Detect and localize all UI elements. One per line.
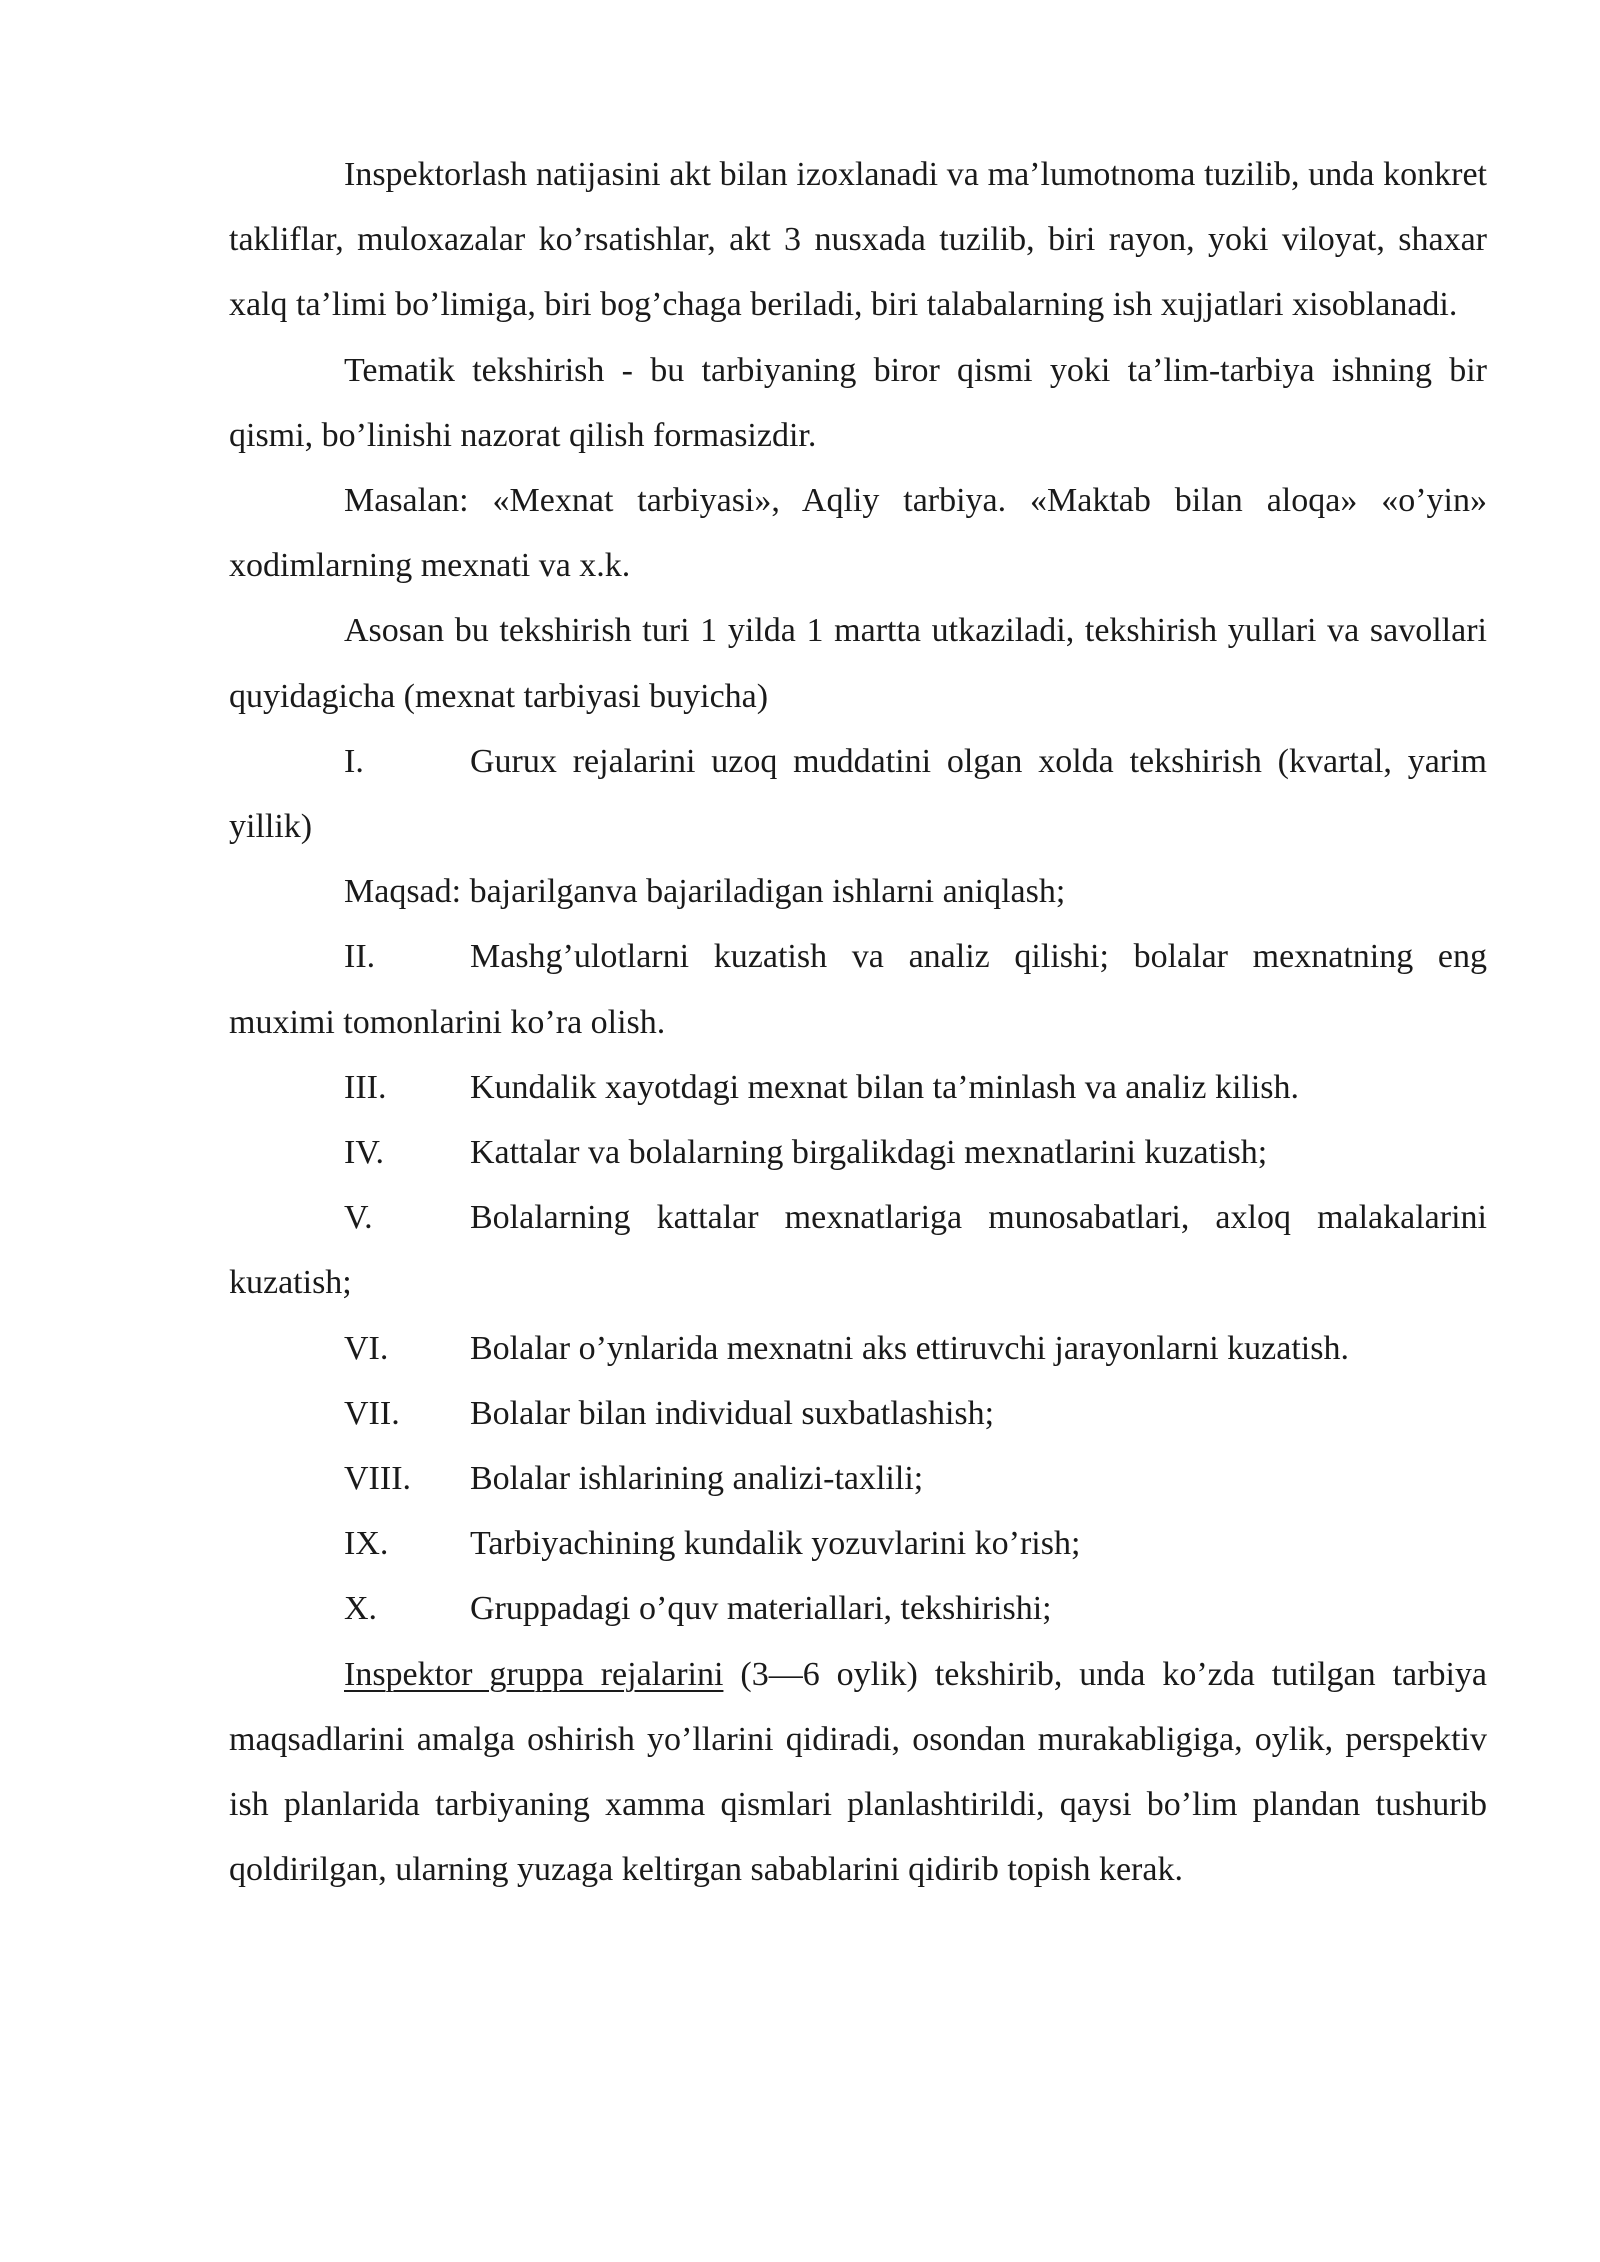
list-number: V. <box>344 1199 373 1237</box>
underlined-phrase: Inspektor gruppa rejalarini <box>344 1655 724 1693</box>
list-number: VIII. <box>344 1460 412 1498</box>
list-number: I. <box>344 742 364 780</box>
paragraph-goal: Maqsad: bajarilganva bajariladigan ishlarni aniqlash; <box>344 873 1066 911</box>
list-number: IV. <box>344 1134 384 1172</box>
list-number: IX. <box>344 1525 389 1563</box>
list-item-4 <box>229 1120 1487 1185</box>
list-number: X. <box>344 1590 378 1628</box>
list-text: Mashg’ulotlarni kuzatish va analiz qilishi; bolalar mexnatning eng muximi tomonlarini ko’ra olish. <box>229 938 1487 1041</box>
document-body <box>229 142 1487 1902</box>
list-item-10 <box>229 1576 1487 1641</box>
list-text: Bolalar ishlarining analizi-taxlili; <box>470 1460 924 1498</box>
paragraph-text: (3—6 oylik) tekshirib, unda ko’zda tutilgan tarbiya maqsadlarini amalga oshirish yo’llarini qidiradi, osondan murakabligiga, oylik, perspektiv ish planlarida tarbiyaning xamma qismlari planlashtirildi, qaysi bo’lim plandan tushurib qoldirilgan, ularning yuzaga keltirgan sabablarini qidirib topish kerak. <box>229 1655 1487 1889</box>
list-item-2 <box>229 924 1487 1054</box>
list-item-5 <box>229 1185 1487 1315</box>
list-text: Kattalar va bolalarning birgalikdagi mexnatlarini kuzatish; <box>470 1134 1268 1172</box>
list-item-3 <box>229 1055 1487 1120</box>
list-text: Gurux rejalarini uzoq muddatini olgan xolda tekshirish (kvartal, yarim yillik) <box>229 742 1487 846</box>
list-number: II. <box>344 938 376 976</box>
paragraph-frequency: Asosan bu tekshirish turi 1 yilda 1 martta utkaziladi, tekshirish yullari va savollari quyidagicha (mexnat tarbiyasi buyicha) <box>229 612 1487 715</box>
list-item-1 <box>229 729 1487 859</box>
list-text: Bolalar o’ynlarida mexnatni aks ettiruvchi jarayonlarni kuzatish. <box>470 1329 1349 1367</box>
paragraph-thematic-check: Tematik tekshirish - bu tarbiyaning biror qismi yoki ta’lim-tarbiya ishning bir qismi, bo’linishi nazorat qilish formasizdir. <box>229 351 1487 454</box>
list-text: Gruppadagi o’quv materiallari, tekshirishi; <box>470 1590 1052 1628</box>
list-text: Kundalik xayotdagi mexnat bilan ta’minlash va analiz kilish. <box>470 1068 1300 1106</box>
list-item-9 <box>229 1511 1487 1576</box>
paragraph-example: Masalan: «Mexnat tarbiyasi», Aqliy tarbiya. «Maktab bilan aloqa» «o’yin» xodimlarning mexnati va x.k. <box>229 482 1487 585</box>
paragraph-inspector-plans <box>229 1642 1487 1903</box>
list-item-7 <box>229 1381 1487 1446</box>
list-item-6 <box>229 1316 1487 1381</box>
list-text: Bolalarning kattalar mexnatlariga munosabatlari, axloq malakalarini kuzatish; <box>229 1199 1487 1302</box>
list-number: VII. <box>344 1394 400 1432</box>
list-number: III. <box>344 1068 387 1106</box>
list-text: Tarbiyachining kundalik yozuvlarini ko’rish; <box>470 1525 1081 1563</box>
list-text: Bolalar bilan individual suxbatlashish; <box>470 1394 995 1432</box>
list-number: VI. <box>344 1329 389 1367</box>
list-item-8 <box>229 1446 1487 1511</box>
paragraph-inspection-act: Inspektorlash natijasini akt bilan izoxlanadi va ma’lumotnoma tuzilib, unda konkret takliflar, muloxazalar ko’rsatishlar, akt 3 nusxada tuzilib, biri rayon, yoki viloyat, shaxar xalq ta’limi bo’limiga, biri bog’chaga beriladi, biri talabalarning ish xujjatlari xisoblanadi. <box>229 156 1487 324</box>
